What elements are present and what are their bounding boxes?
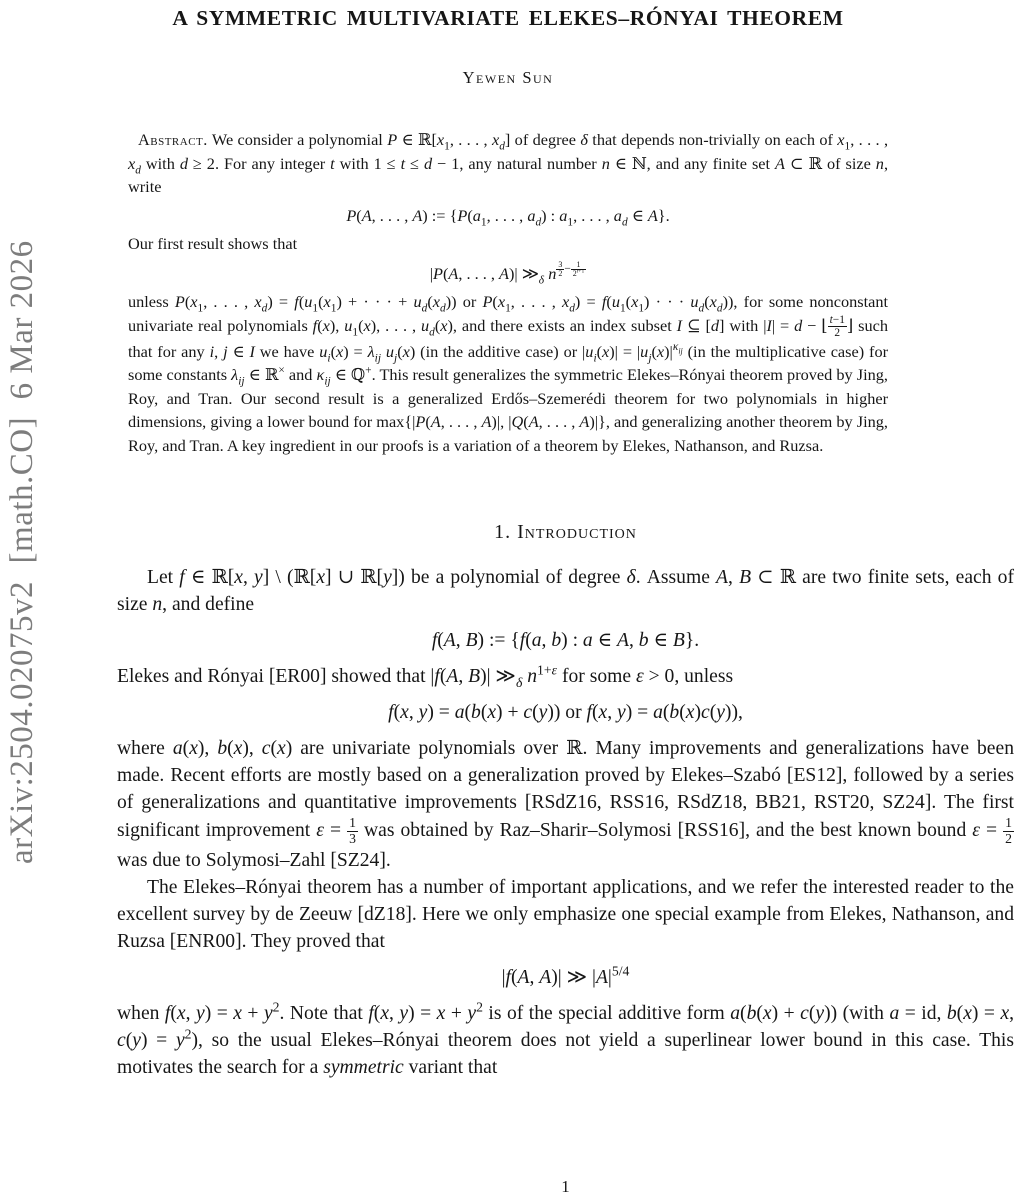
display-formula: f(x, y) = a(b(x) + c(y)) or f(x, y) = a(b(x)c(y)), [388, 702, 743, 724]
display-formula: f(A, B) := {f(a, b) : a ∈ A, b ∈ B}. [431, 630, 700, 652]
abstract-section [128, 128, 888, 457]
paragraph: when f(x, $y) = x + y^2$. Note that f(x, $y) = x + y^2$ is of the special additive form a(b(x) + c(y)) (with a = id, b(x) = x, $c(y) = y^2$), so the usual Elekes–Rónyai theorem does not yield a superlinear lower bound in this case. This motivates the search for a symmetric variant that [117, 999, 1015, 1078]
display-formula: |P(A, . . . , A)| $≫_\delta$ n $^{\frac{3}{2} - \frac{1}{2^{t+1}}}$ [429, 259, 585, 286]
display-formula: |f(A, A)| ≫ $|A|^{5/4}$ [501, 963, 630, 988]
arxiv-watermark: arXiv:2504.02075v2 [math.CO] 6 Mar 2026 [4, 240, 40, 864]
introduction-body [117, 564, 1014, 1081]
paragraph: The Elekes–Rónyai theorem has a number of important applications, and we refer the interested reader to the excellent survey by de Zeeuw [dZ18]. Here we only emphasize one special example from Elekes, Nathanson, and Ruzsa [ENR00]. They proved that [117, 876, 1014, 952]
paragraph: unless $P(x_1$, . . . , $x_d) = f(u_1(x_1)$ + · · · + $u_d(x_d)$) or $P(x_1$, . . . , $x_d) = f(u_1(x_1)$ · · · $u_d(x_d)$), for some nonconstant univariate real polynomials f(x), $u_1(x)$, . . . , $u_d(x)$, and there exists an index subset I ⊆ [d] with |I| = d − ⌊ $\frac{t-1}{2}$ ⌋ such that for any i, j ∈ I we have $u_i(x) = \lambda_{ij}$ $u_j(x)$ (in the additive case) or $|u_i(x)| = |u_j(x)|^{\kappa_{ij}}$ (in the multiplicative case) for some constants $\lambda_{ij}$ ∈ ℝ× and $\kappa_{ij}$ ∈ ℚ+. This result generalizes the symmetric Elekes–Rónyai theorem proved by Jing, Roy, and Tran. Our second result is a generalized Erdős–Szemerédi theorem for two polynomials in higher dimensions, giving a lower bound for max{|P(A, . . . , A)|, |Q(A, . . . , A)|}, and generalizing another theorem by Jing, Roy, and Tran. A key ingredient in our proofs is a variation of a theorem by Elekes, Nathanson, and Ruzsa. [128, 292, 889, 455]
page-number: 1 [561, 1177, 570, 1196]
paragraph: Our first result shows that [128, 234, 298, 253]
paragraph: Let f ∈ ℝ[x, y] \ (ℝ[x] ∪ ℝ[y]) be a polynomial of degree δ. Assume A, B ⊂ ℝ are two finite sets, each of size n, and define [117, 567, 1014, 616]
author-name: Yewen Sun [462, 68, 554, 87]
section-heading-introduction: 1. Introduction [494, 521, 637, 544]
paper-title: A SYMMETRIC MULTIVARIATE ELEKES–RÓNYAI THEOREM [172, 6, 844, 30]
paragraph: Elekes and Rónyai [ER00] showed that |f(A, B)| $≫_\delta$ $n^{1+\varepsilon}$ for some ε > 0, unless [117, 662, 734, 691]
paragraph: Abstract. We consider a polynomial P ∈ $ℝ[x_1$, . . . , $x_d$] of degree δ that depends non-trivially on each of $x_1$, . . . , $x_d$ with d ≥ 2. For any integer t with 1 ≤ t ≤ d − 1, any natural number n ∈ ℕ, and any finite set A ⊂ ℝ of size n, write [128, 130, 889, 196]
display-formula: P(A, . . . , A) := {$P(a_1$, . . . , $a_d$) : $a_1$, . . . , $a_d$ ∈ A}. [346, 205, 670, 228]
paragraph: where a(x), b(x), c(x) are univariate polynomials over ℝ. Many improvements and generalizations have been made. Recent efforts are mostly based on a generalization proved by Elekes–Szabó [ES12], followed by a series of generalizations and quantitative improvements [RSdZ16, RSS16, RSdZ18, BB21, RST20, SZ24]. The first significant improvement ε = $\frac{1}{3}$ was obtained by Raz–Sharir–Solymosi [RSS16], and the best known bound ε = $\frac{1}{2}$ was due to Solymosi–Zahl [SZ24]. [117, 738, 1014, 871]
